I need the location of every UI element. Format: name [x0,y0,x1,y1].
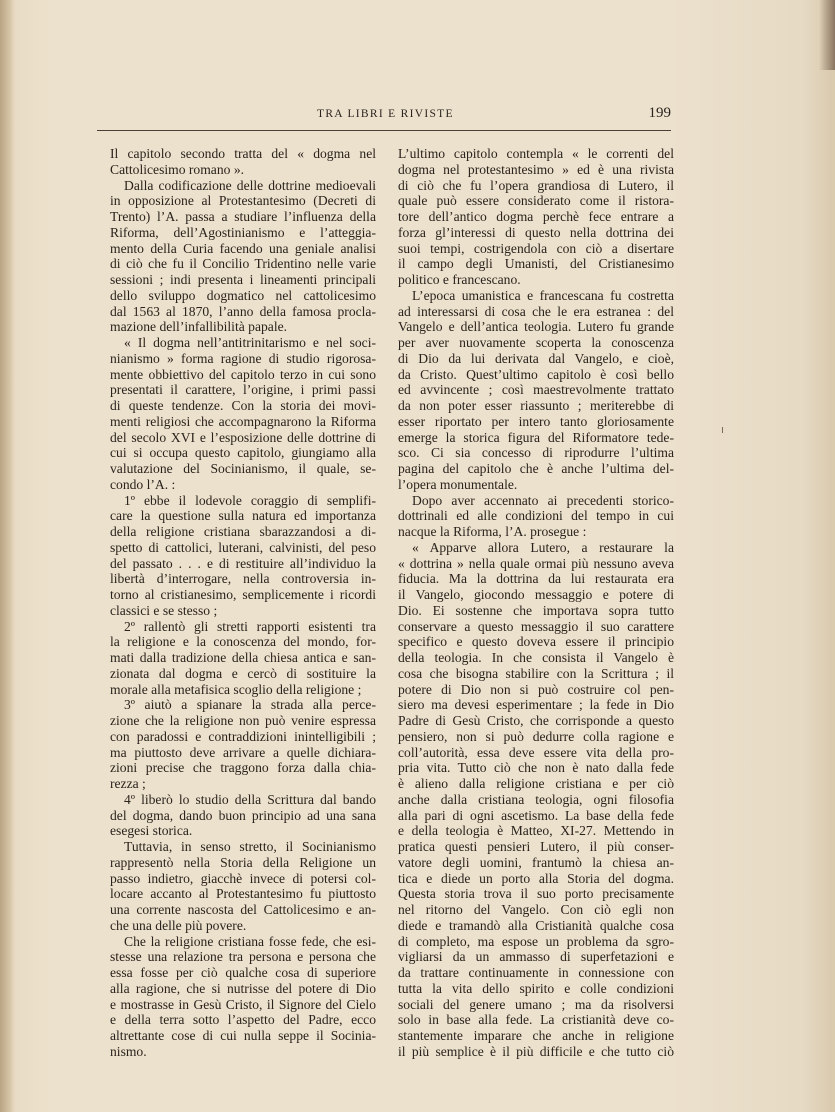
text-line: diede e tramandò alla Cristianità qualche cosa [398,917,674,933]
text-line: da Cristo. Quest’ultimo capitolo è così bello [398,366,674,382]
page-header [97,107,671,127]
text-line: in opposizione al Protestantesimo (Decreti di [110,193,376,209]
header-rule [97,130,671,131]
text-line: nacque la Riforma, l’A. prosegue : [398,524,587,539]
text-line: da trattare continuamente in connessione con [398,965,674,980]
text-line: del passato . . . e di restituire all’individuo la [110,555,376,571]
text-line: conservare a questo messaggio il suo carattere [398,618,674,634]
text-line: « Il dogma nell’antitrinitarismo e nel soci- [124,335,376,350]
text-line: Dopo aver accennato ai precedenti storico- [412,492,674,508]
text-line: libertà d’interrogare, nella controversia in- [110,571,376,587]
margin-mark [722,427,723,433]
text-line: Padre di Gesù Cristo, che corrisponde a questo [398,713,674,728]
text-line: pensiero, non si può dedurre colla ragione e [398,728,674,744]
text-line: 4º liberò lo studio della Scrittura dal bando [124,791,376,807]
text-line: dello sviluppo dogmatico nel cattolicesimo [110,287,376,303]
text-line: una corrente nascosta del Cattolicesimo e an- [110,902,376,917]
text-line: locare accanto al Protestantesimo fu piuttosto [110,886,376,902]
text-line: ed avvincente ; così maestrevolmente trattato [398,382,674,398]
text-line: Cattolicesimo romano ». [110,161,245,177]
text-line: Dalla codificazione delle dottrine medioevali [124,177,376,193]
text-line: stantemente imparare che anche in religione [398,1028,674,1043]
text-line: ad interessarsi di cosa che le era estranea : del [398,303,674,319]
text-line: il campo degli Umanisti, del Cristianesimo [398,256,674,272]
text-line: cui si occupa questo capitolo, giungiamo alla [110,445,376,461]
right-text-column [398,146,674,1060]
text-line: coll’autorità, essa deve essere vita della pro- [398,744,674,760]
text-line: il più semplice è il più difficile e che tutto ciò [398,1043,674,1059]
text-line: stesse una relazione tra persona e persona che [110,949,376,965]
text-line: vigliarsi da un ammasso di superfetazioni e [398,949,674,965]
text-line: altrettante cose di cui nulla seppe il Sociniа- [110,1028,376,1043]
text-line: zione che la religione non può venire espressa [110,713,376,728]
text-line: presentati il carattere, l’origine, i primi passi [110,382,376,398]
text-line: la religione e la conoscenza del mondo, for- [110,634,376,650]
text-line: Dio. Ei sostenne che importava sopra tutto [398,602,674,618]
text-line: 3º aiutò a spianare la strada alla perce- [124,697,376,713]
text-line: pratica questi pensieri Lutero, il più conser- [398,839,674,854]
text-line: alla ragione, che si nutrisse del potere di Dio [110,980,376,996]
text-line: rezza ; [110,776,146,791]
text-line: valutazione del Socinianismo, il quale, se- [110,461,376,476]
text-line: ma piuttosto deve arrivare a quelle dichiara- [110,744,376,760]
text-line: tica e diede un porto alla Storia del dogma. [398,870,674,886]
left-text-column [110,146,376,1060]
text-line: « Apparve allora Lutero, a restaurare la [412,539,674,555]
text-line: che una delle più povere. [110,917,247,933]
text-line: pagina del capitolo che è anche l’ultima del- [398,461,674,476]
text-line: condo l’A. : [110,476,176,492]
text-line: potere di Dio non si può costruire col pen- [398,681,674,697]
text-line: torno al cristianesimo, semplicemente i ricordi [110,587,376,602]
text-line: di ciò che fu il Concilio Tridentino nelle varie [110,256,376,272]
text-line: specifico e questo doveva essere il principio [398,634,674,650]
text-line: tutta la vita dello spirito e colle condizioni [398,980,674,996]
text-line: essa fosse per ciò qualche cosa di superiore [110,965,376,980]
text-line: 1º ebbe il lodevole coraggio di semplifi- [124,492,376,508]
text-line: solo in base alla fede. La cristianità deve co- [398,1012,674,1028]
text-line: e della terra sotto l’aspetto del Padre, ecco [110,1012,376,1028]
text-line: zionata dal dogma e cercò di sostituire la [110,665,376,681]
text-line: dal 1563 al 1870, l’anno della famosa procla- [110,303,376,319]
text-line: da non poter esser riassunto ; meriterebbe di [398,398,674,413]
text-line: zioni precise che traggono forza dalla chia- [110,760,376,776]
text-line: di ciò che fu l’opera grandiosa di Lutero, il [398,177,674,193]
text-line: Questa storia trova il suo porto precisamente [398,886,674,902]
text-line: anche dalla cristiana teologia, ogni filosofia [398,791,674,807]
text-line: dogma nel protestantesimo » ed è una rivista [398,161,674,177]
text-line: è alieno dalla religione cristiana e per ciò [398,776,674,791]
text-line: mente obbiettivo del capitolo terzo in cui sono [110,366,376,382]
text-line: politico e francescano. [398,272,521,287]
text-line: Tuttavia, in senso stretto, il Socinianismo [124,839,376,854]
text-line: nismo. [110,1043,147,1059]
text-line: sco. Ci sia concesso di riprodurre l’ultima [398,445,674,461]
text-line: Il capitolo secondo tratta del « dogma nel [110,146,376,161]
text-line: 2º rallentò gli stretti rapporti esistenti tra [124,618,376,634]
text-line: quale può essere considerato come il ristora- [398,193,674,209]
text-line: L’epoca umanistica e francescana fu costretta [412,287,674,303]
text-line: morale alla metafisica scoglio della religione ; [110,681,362,697]
text-line: esegesi storica. [110,823,193,839]
text-line: mazione dell’infallibilità papale. [110,319,288,335]
running-head: TRA LIBRI E RIVISTE [317,108,454,120]
text-line: con paradossi e contraddizioni inintelligibili ; [110,728,376,744]
text-line: spetto di cattolici, luterani, calvinisti, del peso [110,539,376,555]
text-line: e mostrasse in Gesù Cristo, il Signore del Cielo [110,996,376,1012]
text-line: fiducia. Ma la dottrina da lui restaurata era [398,571,674,587]
text-line: rappresentò nella Storia della Religione un [110,854,376,870]
text-line: l’opera monumentale. [398,476,518,492]
text-line: e della teologia è Matteo, XI-27. Mettendo in [398,823,674,839]
text-line: passo indietro, giacchè invece di potersi col- [110,870,376,886]
text-line: suoi tempi, costrigendola con ciò a disertare [398,240,674,256]
text-line: esser riportato per intero tanto gloriosamente [398,413,674,429]
page-spine-shadow [0,0,14,1112]
text-line: vatore degli uomini, frantumò la chiesa an- [398,854,674,870]
text-line: menti religiosi che accompagnarono la Riforma [110,413,376,429]
text-line: mento della Curia facendo una geniale analisi [110,240,376,256]
text-line: emerge la storica figura del Riformatore tede- [398,429,674,445]
page-corner-shadow [819,0,835,70]
text-line: del secolo XVI e l’esposizione delle dottrine di [110,429,376,445]
text-line: dottrinali ed alle condizioni del tempo in cui [398,508,674,524]
text-line: cosa che bisogna stabilire con la Scrittura ; il [398,665,674,681]
text-line: Riforma, dell’Agostinianismo e l’atteggia- [110,224,376,240]
text-line: nianismo » forma ragione di studio rigorosa- [110,350,376,366]
text-line: alla pari di ogni ascetismo. La base della fede [398,807,674,823]
text-line: sessioni ; indi presenta i lineamenti principali [110,272,376,287]
text-line: siero ma devesi esperimentare ; la fede in Dio [398,697,674,713]
page-number: 199 [648,105,671,121]
text-line: Vangelo e dell’antica teologia. Lutero fu grande [398,319,674,335]
text-line: della teologia. In che consista il Vangelo è [398,650,674,665]
text-line: Che la religione cristiana fosse fede, che esi- [124,933,376,949]
text-line: del dogma, dando buon principio ad una sana [110,807,376,823]
text-line: della religione cristiana sbarazzandosi a di- [110,524,376,539]
text-line: L’ultimo capitolo contempla « le correnti del [398,146,674,161]
text-line: forza gl’interessi di questo nella dottrina dei [398,224,674,240]
text-line: il Vangelo, giocondo messaggio e potere di [398,587,674,602]
text-line: per aver nuovamente scoperta la conoscenza [398,335,674,350]
text-line: tore dell’antico dogma perchè fece entrare a [398,209,674,224]
text-line: Trento) l’A. passa a studiare l’influenza della [110,209,376,224]
text-line: care la questione sulla natura ed importanza [110,508,376,524]
text-line: pria vita. Tutto ciò che non è nato dalla fede [398,760,674,776]
text-line: mati dalla tradizione della chiesa antica e san- [110,650,376,665]
text-line: classici e se stesso ; [110,602,218,618]
text-line: nel ritorno del Vangelo. Con ciò egli non [398,902,674,917]
text-line: sociali del genere umano ; ma da risolversi [398,996,674,1012]
text-line: « dottrina » nella quale ormai più nessuno aveva [398,555,674,571]
text-line: di Dio da lui derivata dal Vangelo, e cioè, [398,350,674,366]
text-line: di completo, ma espose un problema da sgro- [398,933,674,949]
text-line: di queste tendenze. Con la storia dei movi- [110,398,376,413]
